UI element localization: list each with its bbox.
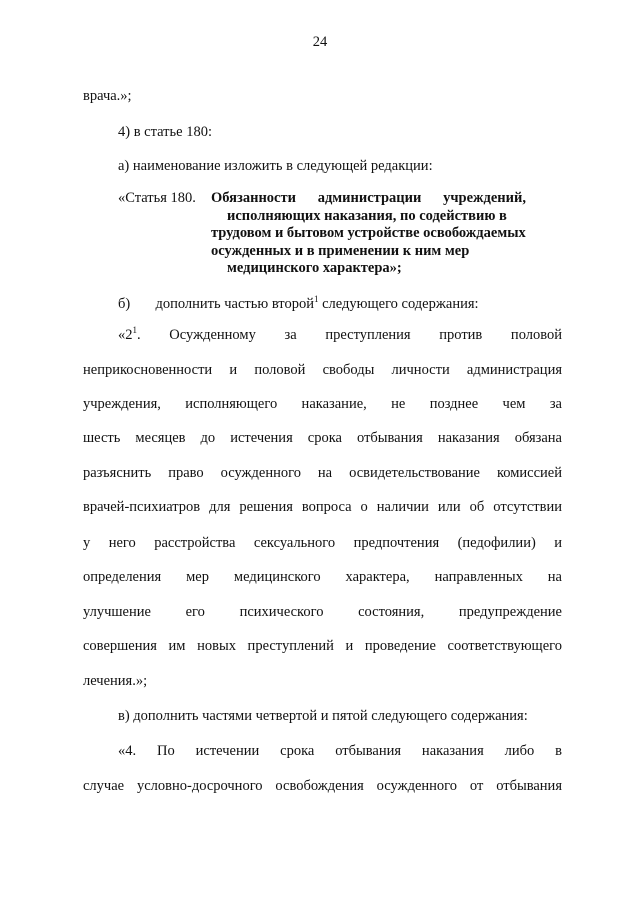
article-title-line: исполняющих наказания, по содействию в — [227, 207, 507, 224]
article-title-line: медицинского характера»; — [227, 260, 402, 276]
body-line: врачей-психиатров для решения вопроса о наличии или об отсутствии — [83, 499, 562, 515]
body-line: определения мер медицинского характера, направленных на — [83, 569, 562, 585]
item-b-marker: б) — [118, 296, 131, 312]
item-b-superscript: 1 — [313, 294, 319, 304]
body-line: случае условно-досрочного освобождения осужденного от отбывания — [83, 778, 562, 794]
article-title-line: Обязанности администрации учреждений, — [211, 190, 526, 206]
body-line: шесть месяцев до истечения срока отбывания наказания обязана — [83, 430, 562, 446]
item-b-text: дополнить частью второй — [155, 296, 314, 312]
item-a-heading: а) наименование изложить в следующей редакции: — [118, 158, 433, 174]
body-line: у него расстройства сексуального предпочтения (педофилии) и — [83, 535, 562, 551]
article-180-block — [118, 190, 528, 280]
body-line: улучшение его психического состояния, предупреждение — [83, 604, 562, 620]
article-title-line: трудовом и бытовом устройстве освобождаемых — [211, 225, 526, 241]
part-2-1-text: . Осужденному за преступления против половой — [137, 327, 562, 343]
item-v-heading: в) дополнить частями четвертой и пятой следующего содержания: — [118, 708, 528, 724]
page-number: 24 — [312, 34, 328, 50]
item-4-heading: 4) в статье 180: — [118, 124, 212, 140]
article-title — [211, 190, 526, 278]
body-line: неприкосновенности и половой свободы личности администрация — [83, 362, 562, 378]
article-label: «Статья 180. — [118, 190, 196, 206]
part-2-1-first-line — [118, 327, 562, 344]
body-line: совершения им новых преступлений и проведение соответствующего — [83, 638, 562, 654]
body-line: разъяснить право осужденного на освидетельствование комиссией — [83, 465, 562, 481]
part-2-1-superscript: 1 — [132, 325, 137, 335]
text-line-lechenia: лечения.»; — [83, 673, 148, 689]
text-line-vracha: врача.»; — [83, 88, 132, 104]
part-4-first-line: «4. По истечении срока отбывания наказания либо в — [118, 743, 562, 759]
part-2-1-open: «2 — [118, 327, 133, 343]
body-line: учреждения, исполняющего наказание, не позднее чем за — [83, 396, 562, 412]
article-title-line: осужденных и в применении к ним мер — [211, 242, 470, 259]
item-b-tail: следующего содержания: — [318, 296, 479, 312]
item-b-heading — [118, 296, 562, 313]
